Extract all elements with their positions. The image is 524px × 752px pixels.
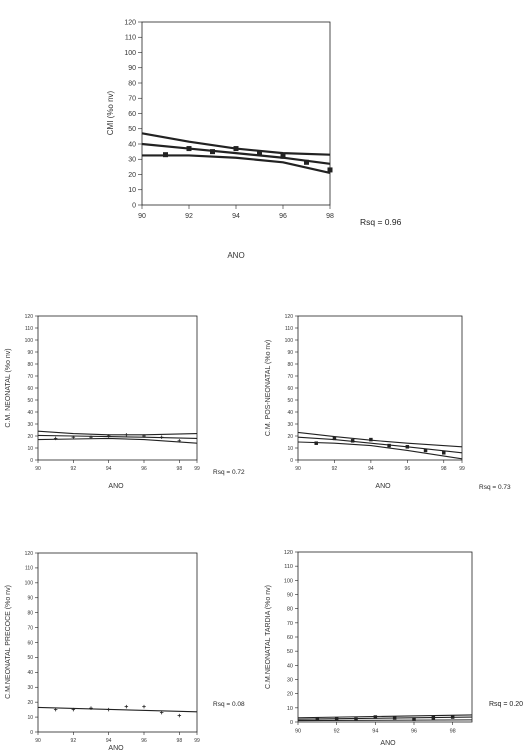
y-axis-label: C.M.NEONATAL TARDIA (%o nv)	[265, 585, 272, 689]
y-tick-label: 60	[287, 385, 293, 392]
y-tick-label: 120	[283, 549, 293, 556]
y-tick-label: 50	[128, 126, 136, 134]
y-tick-label: 110	[25, 565, 33, 572]
data-point	[412, 717, 416, 721]
y-tick-label: 80	[27, 361, 33, 368]
x-tick-label: 94	[232, 213, 240, 220]
y-tick-label: 110	[284, 564, 293, 571]
rsq-label: Rsq = 0.08	[213, 701, 245, 708]
y-axis-label: C.M. NEONATAL (%o nv)	[5, 348, 12, 428]
x-tick-label: 96	[141, 738, 147, 744]
y-axis-label: C.M.NEONATAL PRECOCE (%o nv)	[5, 585, 12, 699]
x-tick-label: 94	[105, 738, 112, 744]
x-tick-label: 90	[35, 738, 41, 744]
y-tick-label: 0	[30, 729, 33, 736]
y-tick-label: 30	[128, 156, 136, 164]
y-tick-label: 110	[285, 325, 293, 332]
y-tick-label: 80	[286, 606, 293, 613]
y-tick-label: 30	[27, 685, 33, 691]
ci-lower-line	[298, 720, 472, 721]
y-tick-label: 100	[284, 337, 293, 344]
x-tick-label: 92	[331, 466, 338, 472]
y-tick-label: 10	[287, 445, 293, 452]
y-tick-label: 40	[128, 141, 136, 149]
x-axis-label: ANO	[375, 483, 391, 490]
y-tick-label: 100	[24, 337, 33, 344]
y-tick-label: 10	[27, 445, 33, 452]
y-tick-label: 100	[124, 49, 136, 57]
y-tick-label: 20	[286, 691, 293, 698]
y-tick-label: 0	[30, 457, 33, 464]
x-tick-label: 90	[138, 213, 146, 220]
y-tick-label: 10	[27, 714, 33, 721]
y-tick-label: 40	[287, 409, 293, 416]
x-tick-label: 94	[368, 466, 374, 472]
rsq-label: Rsq = 0.96	[360, 217, 402, 227]
y-tick-label: 100	[283, 578, 293, 585]
y-axis-label: C.M. POS-NEONATAL (%o nv)	[265, 339, 272, 437]
data-point	[316, 717, 320, 721]
y-tick-label: 10	[128, 187, 136, 195]
y-tick-label: 120	[124, 19, 136, 27]
y-tick-label: 20	[128, 171, 136, 179]
x-tick-label: 94	[372, 728, 379, 735]
y-tick-label: 30	[287, 421, 293, 428]
y-tick-label: 70	[287, 373, 293, 380]
x-tick-label: 99	[194, 738, 200, 744]
x-tick-label: 96	[404, 466, 411, 472]
y-tick-label: 70	[27, 625, 33, 632]
y-tick-label: 70	[27, 373, 33, 380]
rsq-label: Rsq = 0.73	[479, 484, 511, 491]
rsq-label: Rsq = 0.20	[489, 701, 524, 708]
y-tick-label: 100	[24, 580, 33, 587]
y-tick-label: 20	[27, 433, 33, 440]
data-point	[354, 717, 358, 721]
y-tick-label: 30	[286, 677, 293, 684]
y-tick-label: 50	[287, 397, 293, 404]
x-tick-label: 90	[294, 728, 302, 735]
x-tick-label: 94	[105, 466, 112, 472]
x-tick-label: 99	[459, 466, 465, 472]
x-tick-label: 98	[176, 738, 183, 744]
y-tick-label: 90	[128, 65, 136, 73]
y-tick-label: 90	[27, 349, 33, 356]
y-tick-label: 70	[286, 620, 293, 627]
y-tick-label: 60	[27, 385, 33, 392]
y-tick-label: 120	[24, 313, 33, 320]
y-tick-label: 80	[287, 361, 293, 368]
x-tick-label: 99	[194, 466, 200, 472]
data-point	[374, 715, 378, 719]
x-axis-label: ANO	[108, 483, 124, 490]
y-tick-label: 90	[287, 349, 293, 356]
x-axis-label: ANO	[380, 740, 396, 747]
y-tick-label: 40	[27, 670, 33, 677]
x-tick-label: 90	[35, 466, 41, 472]
y-tick-label: 80	[128, 80, 136, 88]
x-tick-label: 90	[295, 466, 301, 472]
y-tick-label: 110	[124, 34, 136, 42]
y-tick-label: 120	[24, 550, 33, 557]
y-tick-label: 0	[290, 457, 293, 464]
x-tick-label: 96	[141, 466, 147, 472]
x-tick-label: 96	[279, 213, 287, 220]
y-tick-label: 30	[27, 421, 33, 428]
x-tick-label: 96	[410, 728, 418, 735]
y-tick-label: 0	[132, 202, 136, 210]
data-point	[393, 716, 397, 720]
data-point	[335, 717, 339, 721]
y-tick-label: 40	[286, 663, 293, 670]
y-tick-label: 20	[287, 433, 293, 440]
y-tick-label: 60	[286, 634, 293, 641]
x-axis-label: ANO	[108, 745, 124, 752]
y-tick-label: 50	[27, 397, 33, 404]
x-tick-label: 98	[176, 466, 183, 472]
data-point	[432, 716, 436, 720]
y-tick-label: 90	[27, 595, 33, 602]
x-axis-label: ANO	[227, 251, 245, 260]
data-point	[451, 715, 455, 719]
y-tick-label: 0	[289, 719, 293, 726]
x-tick-label: 98	[326, 213, 334, 220]
y-axis-label: CMI (%o nv)	[106, 90, 115, 136]
y-tick-label: 50	[286, 649, 293, 656]
y-tick-label: 110	[25, 325, 33, 332]
x-tick-label: 92	[185, 213, 193, 220]
y-tick-label: 10	[286, 705, 293, 712]
x-tick-label: 92	[70, 466, 77, 472]
y-tick-label: 90	[286, 592, 293, 599]
y-tick-label: 20	[27, 699, 33, 706]
x-tick-label: 98	[440, 466, 447, 472]
x-tick-label: 98	[449, 728, 456, 735]
rsq-label: Rsq = 0.72	[213, 469, 245, 476]
y-tick-label: 50	[27, 655, 33, 662]
plot-frame	[298, 552, 472, 722]
y-tick-label: 80	[27, 610, 33, 617]
x-tick-label: 92	[333, 728, 340, 735]
y-tick-label: 40	[27, 409, 33, 416]
y-tick-label: 60	[27, 640, 33, 647]
x-tick-label: 92	[70, 738, 77, 744]
y-tick-label: 70	[128, 95, 136, 103]
y-tick-label: 60	[128, 110, 136, 118]
y-tick-label: 120	[284, 313, 293, 320]
